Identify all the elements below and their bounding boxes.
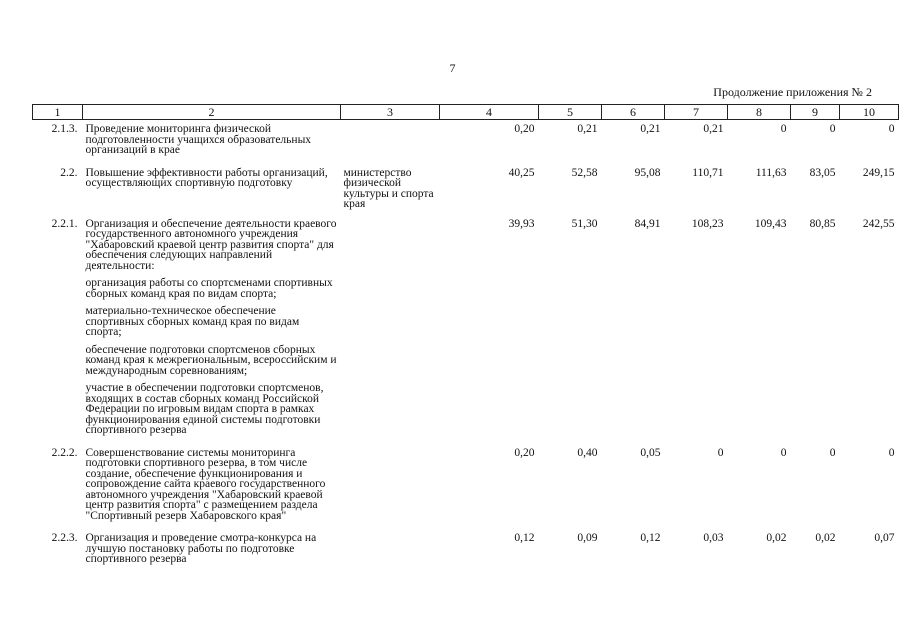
value-cell: 0,05: [640, 446, 661, 459]
description-text: материально-техническое обеспечение спортивных сборных команд края по видам спорта;: [85, 305, 300, 338]
value-cell: 0,21: [703, 123, 724, 135]
header-cell: 6: [602, 105, 665, 120]
header-cell: 9: [791, 105, 840, 120]
value-cell: 40,25: [508, 166, 535, 179]
header-cell: 4: [440, 105, 539, 120]
value-cell: 0,12: [640, 532, 661, 544]
value-cell: 0,02: [766, 532, 787, 544]
value-cell: 39,93: [508, 217, 535, 230]
description-text: участие в обеспечении подготовки спортсменов, входящих в состав сборных команд Российской Федерации по игровым видам спорта в рамках функционирования единой системы подготовки спортивного резерва: [85, 382, 324, 436]
value-cell: 0,07: [874, 532, 895, 544]
row-description: [83, 215, 341, 444]
value-cell: 95,08: [634, 166, 661, 179]
description-text: Организация и обеспечение деятельности краевого государственного автономного учреждения "Хабаровский краевой центр развития спорта" для обеспечения следующих направлений деятельности:: [85, 217, 337, 272]
value-cell: 84,91: [634, 217, 661, 230]
value-cell: 0,21: [577, 123, 598, 135]
header-cell: 8: [728, 105, 791, 120]
value-cell: 0: [780, 446, 787, 459]
table-row: [33, 444, 899, 530]
value-cell: 110,71: [692, 166, 724, 179]
value-cell: 51,30: [571, 217, 598, 230]
description-text: Совершенствование системы мониторинга подготовки спортивного резерва, в том числе создание, обеспечение функционирования и сопровождение сайта краевого государственного автономного учреждения "Хабаровский краевой центр развития спорта" с размещением раздела "Спортивный резерв Хабаровского края": [85, 446, 326, 522]
value-cell: 108,23: [691, 217, 724, 230]
description-text: Организация и проведение смотра-конкурса на лучшую постановку работы по подготовке спортивного резерва: [85, 532, 317, 565]
description-text: Повышение эффективности работы организаций, осуществляющих спортивную подготовку: [85, 166, 328, 189]
row-description: [83, 444, 341, 530]
row-executor: [341, 529, 440, 573]
value-cell: 0: [829, 123, 836, 135]
value-cell: 83,05: [809, 166, 836, 179]
header-cell: 10: [840, 105, 899, 120]
value-cell: 0,02: [815, 532, 836, 544]
description-text: обеспечение подготовки спортсменов сборных команд края к межрегиональным, всероссийским и международным соревнованиям;: [85, 343, 337, 377]
value-cell: 0: [829, 446, 836, 459]
row-executor: [341, 120, 440, 164]
continuation-note: Продолжение приложения № 2: [713, 85, 872, 99]
value-cell: 0: [717, 446, 724, 459]
header-cell: 7: [665, 105, 728, 120]
table-row: [33, 529, 899, 573]
header-cell: 2: [83, 105, 341, 120]
row-executor: министерство физической культуры и спорта края: [343, 166, 434, 210]
table-row: [33, 215, 899, 444]
row-description: [83, 529, 341, 573]
row-description: [83, 164, 341, 215]
value-cell: 0,12: [514, 532, 535, 544]
value-cell: 0: [780, 123, 787, 135]
value-cell: 109,43: [754, 217, 787, 230]
row-code: 2.2.3.: [51, 532, 78, 544]
row-code: 2.1.3.: [51, 123, 78, 135]
page-number: 7: [449, 61, 456, 75]
row-description: [83, 120, 341, 164]
value-cell: 249,15: [862, 166, 895, 179]
value-cell: 0,21: [640, 123, 661, 135]
value-cell: 242,55: [862, 217, 895, 230]
value-cell: 0,09: [577, 532, 598, 544]
value-cell: 0,03: [703, 532, 724, 544]
row-code: 2.2.: [60, 166, 78, 179]
row-executor: [341, 215, 440, 444]
table-row: [33, 120, 899, 164]
table-row: [33, 164, 899, 215]
header-row: [33, 105, 899, 120]
header-cell: 3: [341, 105, 440, 120]
appendix-table: [32, 104, 899, 573]
row-code: 2.2.1.: [51, 217, 78, 230]
value-cell: 111,63: [755, 166, 787, 179]
row-executor: [341, 444, 440, 530]
row-code: 2.2.2.: [51, 446, 78, 459]
value-cell: 0: [888, 123, 895, 135]
value-cell: 52,58: [571, 166, 598, 179]
value-cell: 0,20: [514, 123, 535, 135]
value-cell: 0,40: [577, 446, 598, 459]
description-text: Проведение мониторинга физической подготовленности учащихся образовательных организаций в крае: [85, 123, 312, 156]
value-cell: 0,20: [514, 446, 535, 459]
value-cell: 0: [888, 446, 895, 459]
header-cell: 5: [539, 105, 602, 120]
description-text: организация работы со спортсменами спортивных сборных команд края по видам спорта;: [85, 277, 333, 300]
value-cell: 80,85: [809, 217, 836, 230]
header-cell: 1: [33, 105, 83, 120]
